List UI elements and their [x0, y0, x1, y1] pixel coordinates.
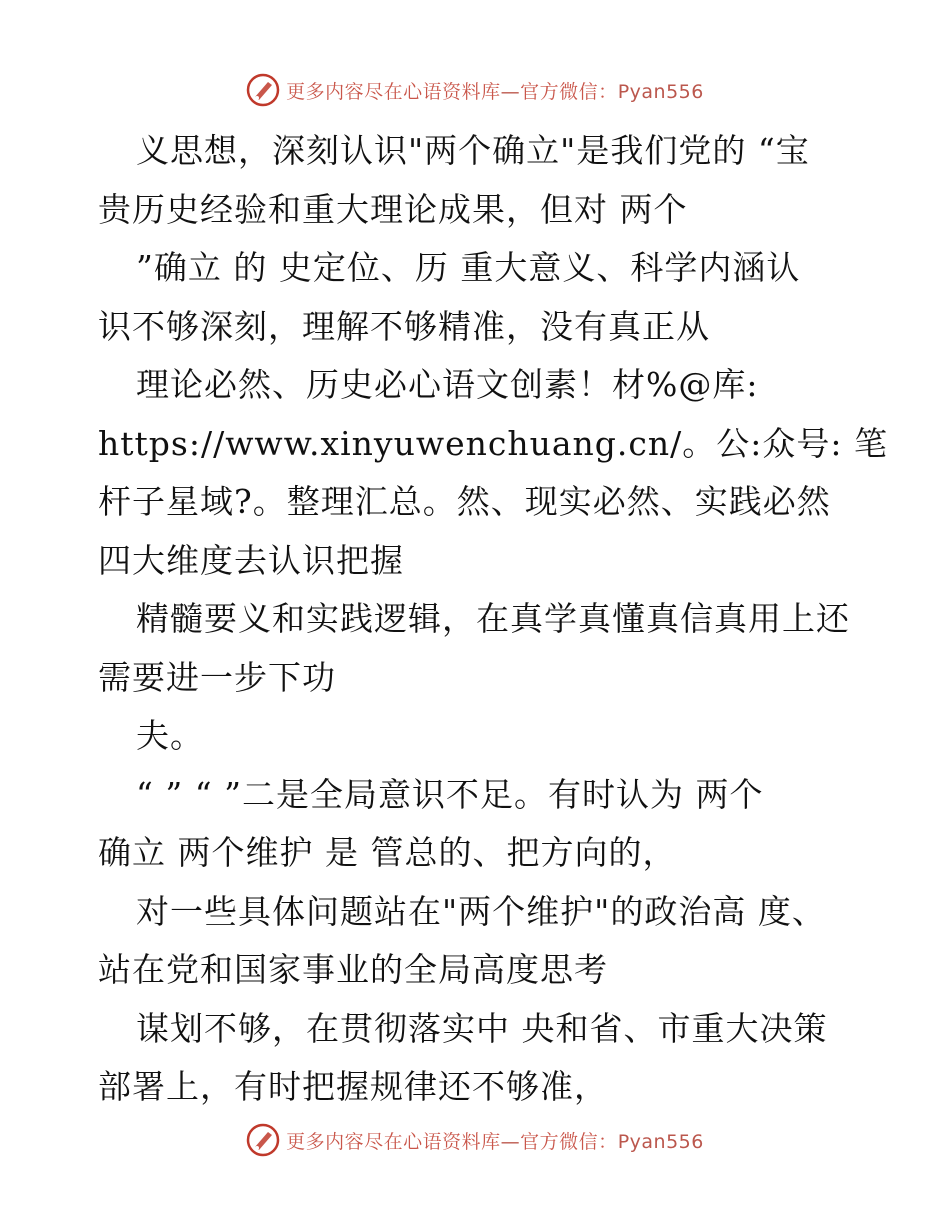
body-line: https://www.xinyuwenchuang.cn/。公:众号: 笔 — [98, 423, 888, 463]
body-line: 贵历史经验和重大理论成果，但对 两个 — [98, 189, 688, 229]
pen-logo-icon — [246, 1123, 280, 1157]
header-separator: — — [500, 80, 521, 103]
footer-separator: — — [500, 1130, 521, 1153]
document-body — [98, 122, 888, 1117]
body-line: 确立 两个维护 是 管总的、把方向的， — [98, 833, 677, 872]
body-line: 夫。 — [136, 716, 204, 755]
header-banner-text — [286, 77, 704, 104]
body-line: 站在党和国家事业的全局高度思考 — [98, 950, 608, 989]
body-line: ”确立 的 史定位、历 重大意义、科学内涵认 — [136, 248, 801, 287]
body-line: “ ” “ ”二是全局意识不足。有时认为 两个 — [136, 774, 764, 814]
body-line: 部署上，有时把握规律还不够准， — [98, 1067, 608, 1106]
body-line: 精髓要义和实践逻辑，在真学真懂真信真用上还 — [136, 599, 850, 638]
body-line: 对一些具体问题站在"两个维护"的政治高 度、 — [136, 891, 826, 931]
footer-wechat-id: Pyan556 — [617, 1130, 704, 1153]
body-line: 四大维度去认识把握 — [98, 540, 404, 580]
footer-official-label: 官方微信： — [520, 1130, 618, 1153]
footer-site-name: 更多内容尽在心语资料库 — [286, 1130, 501, 1153]
pen-logo-icon — [246, 73, 280, 107]
header-wechat-id: Pyan556 — [617, 80, 704, 103]
body-line: 需要进一步下功 — [98, 657, 336, 697]
header-watermark-banner — [0, 70, 950, 110]
body-line: 识不够深刻，理解不够精准，没有真正从 — [98, 306, 710, 346]
body-line: 谋划不够，在贯彻落实中 央和省、市重大决策 — [136, 1008, 828, 1048]
footer-banner-text — [286, 1127, 704, 1154]
body-line: 杆子星域?。整理汇总。然、现实必然、实践必然 — [98, 482, 831, 521]
header-site-name: 更多内容尽在心语资料库 — [286, 80, 501, 103]
body-line: 理论必然、历史必心语文创素！材%@库: — [136, 365, 759, 404]
header-official-label: 官方微信： — [520, 80, 618, 103]
footer-watermark-banner — [0, 1120, 950, 1160]
body-line: 义思想，深刻认识"两个确立"是我们党的 “宝 — [136, 131, 810, 170]
